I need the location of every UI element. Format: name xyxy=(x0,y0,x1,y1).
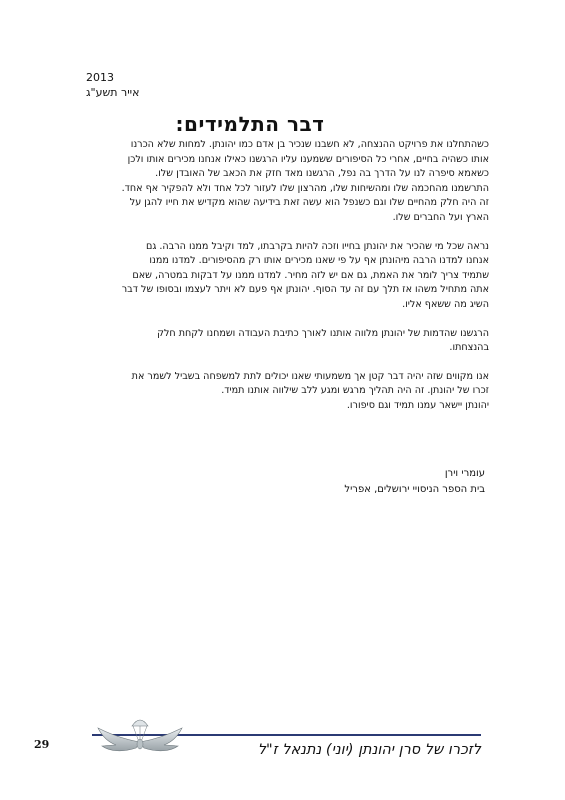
text-line: יהונתן יישאר עמנו תמיד וגם סיפורו. xyxy=(346,399,489,411)
text-line: הרגשנו שהדמות של יהונתן מלווה אותנו לאורך כתיבת העבודה ושמחנו לקחת חלק xyxy=(157,327,489,339)
paragraph xyxy=(60,327,489,356)
date-block xyxy=(86,70,156,100)
letter-body xyxy=(60,138,489,414)
paratrooper-wings-icon xyxy=(92,712,188,768)
text-line: כשאמא סיפרה לנו על הדרך בה נפל, הרגשנו מאד חזק את הכאב של האובדן שלו. xyxy=(155,168,489,180)
text-line: נראה שכל מי שהכיר את יהונתן בחייו וזכה להיות בקרבתו, למד וקיבל ממנו הרבה. גם xyxy=(145,240,489,252)
memorial-text: לזכרו של סרן יהונתן (יוני) נתנאל ז"ל xyxy=(257,742,481,758)
text-line: כשהתחלנו את פרויקט ההנצחה, לא חשבנו שנכיר בן אדם כמו יהונתן. למחות שלא הכרנו xyxy=(130,139,489,150)
year: 2013 xyxy=(86,71,114,84)
text-line: זה היה חלק מהחיים שלו וגם כשנפל הוא עשה זאת בידיעה שהוא מקדיש את חייו להגן על xyxy=(129,197,489,209)
text-line: אנו מקווים שזה יהיה דבר קטן אך משמעותי שאנו יכולים לתת למשפחה בשביל לשמר את xyxy=(131,370,489,382)
text-line: אתה מתחיל משהו אז תלך עם זה עד הסוף. יהונתן אף פעם לא ויתר לעצמו ובסופו של דבר xyxy=(121,284,489,296)
text-line: שתמיד צריך לומר את האמת, גם אם יש לזה מחיר. למדנו ממנו על דבקות במטרה, שאם xyxy=(132,269,489,281)
paragraph xyxy=(60,240,489,313)
text-line: אותו כשהיה בחיים, אחרי כל הסיפורים ששמענו עליו הרגשנו כאילו אנחנו מכירים אותו ולכן xyxy=(127,153,489,165)
text-line: בהנצחתו. xyxy=(449,342,489,354)
hebrew-date: אייר תשע"ג xyxy=(86,86,140,99)
signature-block xyxy=(344,466,485,498)
text-line: התרשמנו מהחכמה שלו ומהשיחות שלו, מהרצון שלו לעזור לכל אחד ולא להפקיר אף אחד. xyxy=(121,182,489,194)
text-line: הארץ ועל החברים שלו. xyxy=(392,211,489,223)
page-number: 29 xyxy=(34,738,50,751)
signature-names: עומרי וירן xyxy=(444,468,485,479)
text-line: זכרו של יהונתן. זה היה תהליך מרגש ומגע ללב שילווה אותנו תמיד. xyxy=(221,385,489,397)
signature-school: בית הספר הניסויי ירושלים, אפריל xyxy=(344,484,485,495)
text-line: אנחנו למדנו הרבה מיהונתן אף על פי שאנו מכירים אותו רק מהסיפורים. למדנו ממנו xyxy=(149,255,489,267)
text-line: השיג מה ששאף אליו. xyxy=(402,298,489,310)
paragraph xyxy=(60,370,489,414)
paragraph xyxy=(60,138,489,226)
page-title: דבר התלמידים: xyxy=(175,112,325,136)
